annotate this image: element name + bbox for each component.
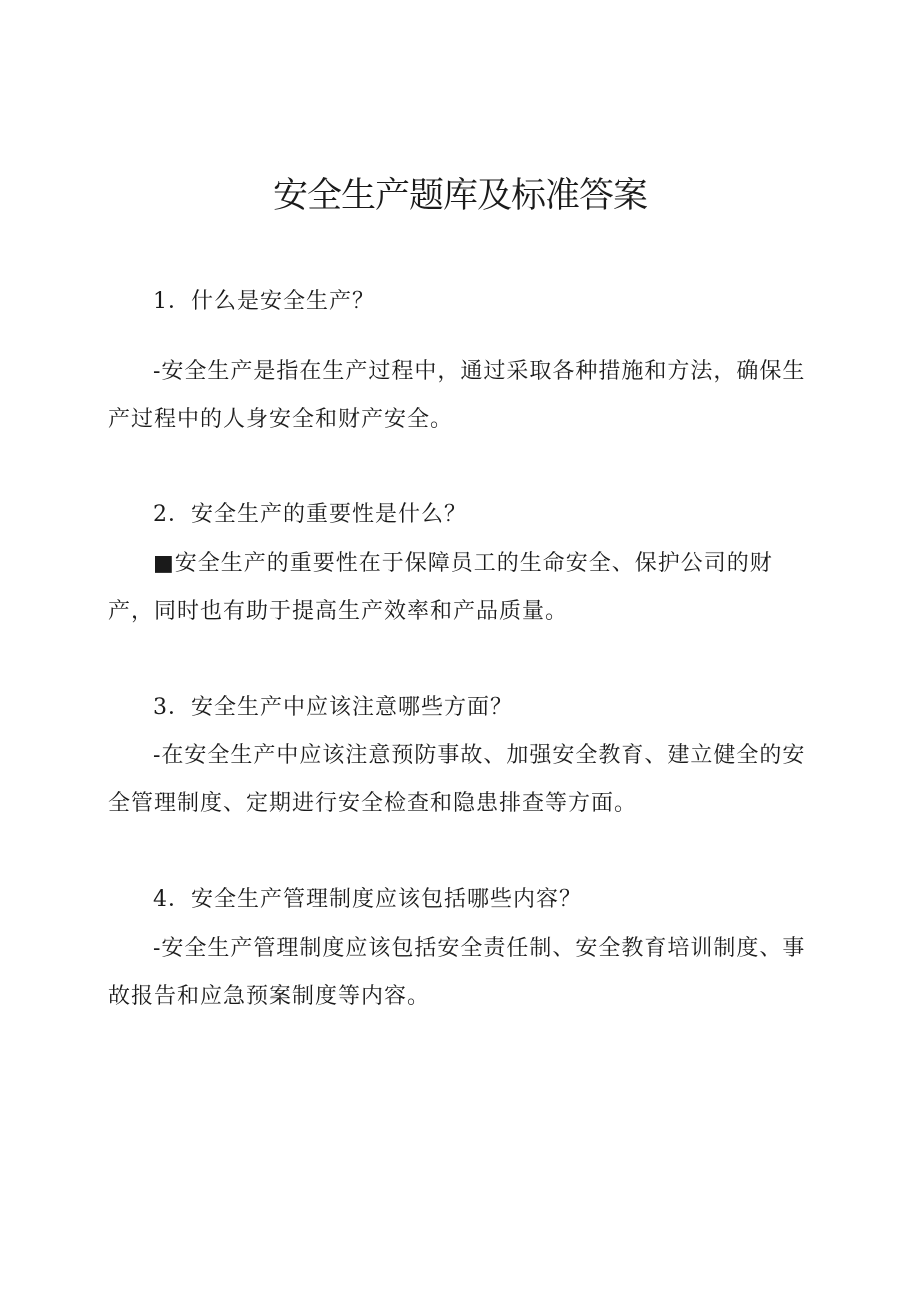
answer-2: ■安全生产的重要性在于保障员工的生命安全、保护公司的财产，同时也有助于提高生产效率和产品质量。 <box>108 551 773 624</box>
question-4: 4．安全生产管理制度应该包括哪些内容？ <box>153 887 582 912</box>
question-3: 3．安全生产中应该注意哪些方面？ <box>153 695 513 720</box>
answer-4: -安全生产管理制度应该包括安全责任制、安全教育培训制度、事故报告和应急预案制度等内容。 <box>108 936 806 1009</box>
document-title: 安全生产题库及标准答案 <box>272 176 647 216</box>
answer-1: -安全生产是指在生产过程中，通过采取各种措施和方法，确保生产过程中的人身安全和财产安全。 <box>108 359 806 432</box>
question-2: 2．安全生产的重要性是什么？ <box>153 502 467 527</box>
question-1: 1．什么是安全生产？ <box>153 289 375 314</box>
answer-3: -在安全生产中应该注意预防事故、加强安全教育、建立健全的安全管理制度、定期进行安全检查和隐患排查等方面。 <box>108 743 806 816</box>
